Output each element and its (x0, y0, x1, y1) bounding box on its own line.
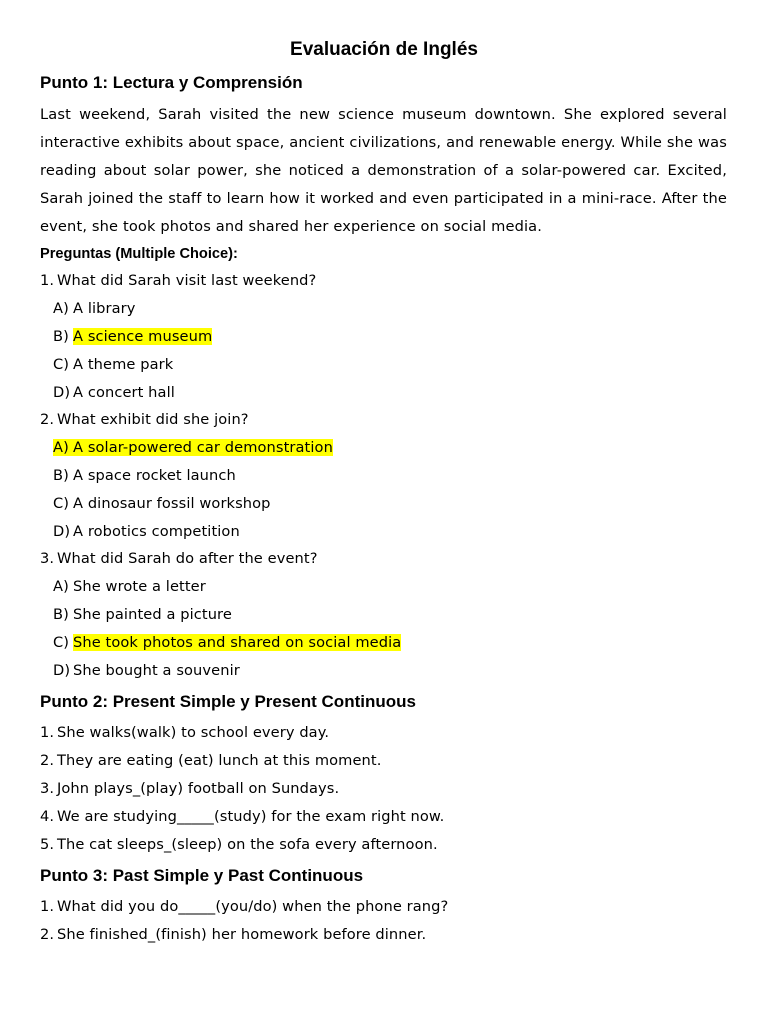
q2-option-c: C) A dinosaur fossil workshop (53, 495, 271, 512)
q2-option-b: B) A space rocket launch (53, 467, 236, 484)
answer-highlight: A) A solar-powered car demonstration (53, 439, 333, 456)
q2-option-d: D) A robotics competition (53, 523, 240, 540)
document-title: Evaluación de Inglés (290, 39, 478, 60)
punto2-item-2: 2. They are eating (eat) lunch at this moment. (40, 752, 382, 769)
reading-paragraph: Last weekend, Sarah visited the new science museum downtown. She explored several interactive exhibits about space, ancient civilizations, and renewable energy. While she was reading about solar power, she noticed a demonstration of a solar-powered car. Excited, Sarah joined the staff to learn how it worked and even participated in a mini-race. After the event, she took photos and shared her experience on social media. (40, 106, 727, 235)
section-heading-punto1: Punto 1: Lectura y Comprensión (40, 73, 303, 92)
section-heading-punto3: Punto 3: Past Simple y Past Continuous (40, 866, 364, 885)
punto2-item-5: 5. The cat sleeps_(sleep) on the sofa every afternoon. (40, 836, 438, 853)
q3-option-d: D) She bought a souvenir (53, 662, 240, 679)
section-heading-punto2: Punto 2: Present Simple y Present Continuous (40, 692, 416, 711)
q1-option-d: D) A concert hall (53, 384, 175, 401)
answer-highlight: A science museum (73, 328, 213, 345)
punto3-item-2: 2. She finished_(finish) her homework before dinner. (40, 926, 427, 943)
question-1: 1. What did Sarah visit last weekend? (40, 272, 317, 289)
punto3-item-1: 1. What did you do_____(you/do) when the phone rang? (40, 898, 449, 915)
question-2: 2. What exhibit did she join? (40, 411, 249, 428)
question-3: 3. What did Sarah do after the event? (40, 550, 318, 567)
q3-option-b: B) She painted a picture (53, 606, 232, 623)
punto2-item-3: 3. John plays_(play) football on Sundays. (40, 780, 340, 797)
q2-option-a (53, 438, 333, 458)
q3-option-a: A) She wrote a letter (53, 578, 206, 595)
q1-option-a: A) A library (53, 300, 136, 317)
q1-option-c: C) A theme park (53, 356, 174, 373)
q3-option-c: C) She took photos and shared on social media (53, 634, 402, 651)
answer-highlight: She took photos and shared on social media (73, 634, 402, 651)
punto2-item-1: 1. She walks(walk) to school every day. (40, 724, 330, 741)
q1-option-b: B) A science museum (53, 328, 213, 345)
questions-subheading: Preguntas (Multiple Choice): (40, 246, 238, 262)
punto2-item-4: 4. We are studying_____(study) for the exam right now. (40, 808, 445, 825)
